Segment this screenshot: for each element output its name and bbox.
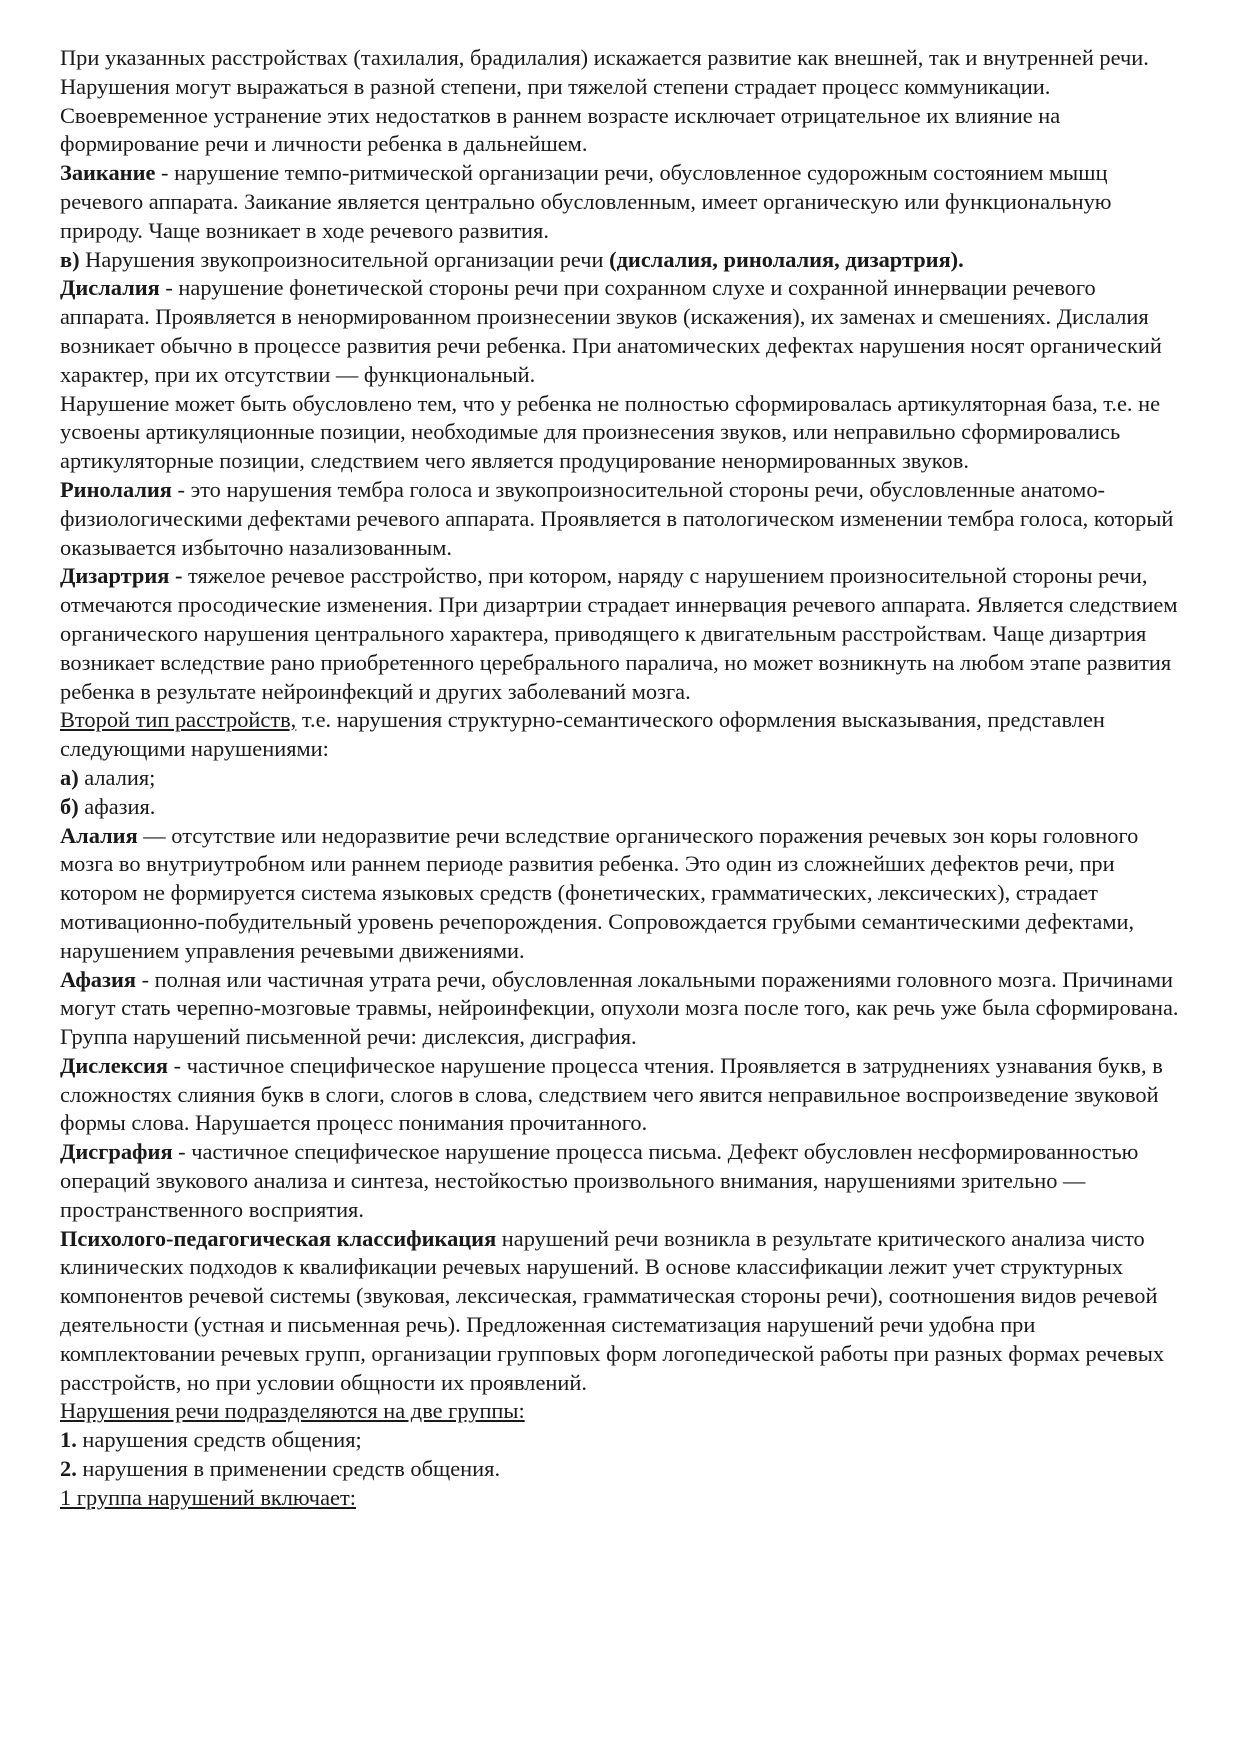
paragraph-group-1 [60, 1484, 1185, 1513]
second-type-text: т.е. нарушения структурно-семантического оформления высказывания, представлен следующими нарушениями: [60, 707, 1105, 762]
list-marker-a: а) [60, 764, 79, 790]
underlined-two-groups: Нарушения речи подразделяются на две группы: [60, 1398, 525, 1424]
list-marker-1: 1. [60, 1427, 77, 1453]
term-zaikanie: Заикание [60, 160, 156, 186]
underlined-group-1: 1 группа нарушений включает: [60, 1484, 356, 1510]
definition-dislalia: - нарушение фонетической стороны речи при сохранном слухе и сохранной иннервации речевого аппарата. Проявляется в ненормированном произнесении звуков (искажения), их заменах и смешениях. Дислалия возникает обычно в процессе развития речи ребенка. При анатомических дефектах нарушения носят органический характер, при их отсутствии — функциональный. [60, 275, 1162, 387]
paragraph-second-type [60, 706, 1185, 764]
list-item-b [60, 793, 1185, 822]
paragraph-afazia [60, 966, 1185, 1024]
paragraph-psych-classification [60, 1225, 1185, 1398]
list-item-a-text: алалия; [78, 764, 156, 790]
term-alalia: Алалия [60, 822, 138, 848]
paragraph-dislalia [60, 274, 1185, 389]
paragraph-disgrafia [60, 1138, 1185, 1224]
paragraph-two-groups [60, 1397, 1185, 1426]
definition-alalia: — отсутствие или недоразвитие речи вследствие органического поражения речевых зон коры головного мозга во внутриутробном или раннем периоде развития ребенка. Это один из сложнейших дефектов речи, при котором не формируется система языковых средств (фонетических, грамматических, лексических), страдает мотивационно-побудительный уровень речепорождения. Сопровождается грубыми семантическими дефектами, нарушением управления речевыми движениями. [60, 822, 1139, 963]
term-disgrafia: Дисграфия [60, 1139, 173, 1165]
list-item-b-text: афазия. [78, 793, 156, 819]
list-item-2 [60, 1455, 1185, 1484]
term-psych-classification: Психолого-педагогическая классификация [60, 1225, 497, 1251]
list-item-2-text: нарушения в применении средств общения. [76, 1456, 501, 1482]
paragraph-written-speech-group: Группа нарушений письменной речи: дислексия, дисграфия. [60, 1024, 637, 1050]
paragraph-alalia [60, 822, 1185, 966]
definition-disleksia: - частичное специфическое нарушение процесса чтения. Проявляется в затруднениях узнавания букв, в сложностях слияния букв в слоги, слогов в слова, следствием чего явится неправильное воспроизведение звуковой формы слова. Нарушается процесс понимания прочитанного. [60, 1052, 1163, 1136]
item-v-text: Нарушения звукопроизносительной организации речи [79, 246, 610, 272]
list-marker-b: б) [60, 793, 79, 819]
list-marker-2: 2. [60, 1456, 77, 1482]
document-page [60, 44, 1185, 1513]
term-dizartria: Дизартрия - [60, 563, 183, 589]
term-dislalia: Дислалия [60, 275, 160, 301]
underlined-second-type: Второй тип расстройств, [60, 707, 297, 733]
paragraph-tempo-disorders: При указанных расстройствах (тахилалия, брадилалия) искажается развитие как внешней, так и внутренней речи. Нарушения могут выражаться в разной степени, при тяжелой степени страдает процесс коммуникации. Своевременное устранение этих недостатков в раннем возрасте исключает отрицательное их влияние на формирование речи и личности ребенка в дальнейшем. [60, 45, 1149, 157]
list-marker-v: в) [60, 246, 80, 272]
definition-psych-classification: нарушений речи возникла в результате критического анализа чисто клинических подходов к квалификации речевых нарушений. В основе классификации лежит учет структурных компонентов речевой системы (звуковая, лексическая, грамматическая стороны речи), соотношения видов речевой деятельности (устная и письменная речь). Предложенная систематизация нарушений речи удобна при комплектовании речевых групп, организации групповых форм логопедической работы при разных формах речевых расстройств, но при условии общности их проявлений. [60, 1225, 1165, 1395]
definition-rinolalia: - это нарушения тембра голоса и звукопроизносительной стороны речи, обусловленные анатомо-физиологическими дефектами речевого аппарата. Проявляется в патологическом изменении тембра голоса, который оказывается избыточно назализованным. [60, 476, 1174, 560]
definition-disgrafia: - частичное специфическое нарушение процесса письма. Дефект обусловлен несформированностью операций звукового анализа и синтеза, нестойкостью произвольного внимания, нарушениями зрительно — пространственного восприятия. [60, 1139, 1139, 1222]
paragraph-rinolalia [60, 476, 1185, 562]
item-v-bold-list: (дислалия, ринолалия, дизартрия). [609, 246, 964, 272]
list-item-1-text: нарушения средств общения; [76, 1427, 362, 1453]
definition-zaikanie: - нарушение темпо-ритмической организации речи, обусловленное судорожным состоянием мышц речевого аппарата. Заикание является центрально обусловленным, имеет органическую или функциональную природу. Чаще возникает в ходе речевого развития. [60, 160, 1112, 243]
list-item-a [60, 764, 1185, 793]
paragraph-zaikanie [60, 159, 1185, 245]
definition-afazia: - полная или частичная утрата речи, обусловленная локальными поражениями головного мозга. Причинами могут стать черепно-мозговые травмы, нейроинфекции, опухоли мозга после того, как речь уже была сформирована. [60, 966, 1179, 1021]
paragraph-disleksia [60, 1052, 1185, 1138]
term-disleksia: Дислексия [60, 1052, 169, 1078]
list-item-1 [60, 1426, 1185, 1455]
paragraph-item-v [60, 246, 1185, 275]
paragraph-dizartria [60, 562, 1185, 706]
definition-dizartria: тяжелое речевое расстройство, при котором, наряду с нарушением произносительной стороны речи, отмечаются просодические изменения. При дизартрии страдает иннервация речевого аппарата. Является следствием органического нарушения центрального характера, приводящего к двигательным расстройствам. Чаще дизартрия возникает вследствие рано приобретенного церебрального паралича, но может возникнуть на любом этапе развития ребенка в результате нейроинфекций и других заболеваний мозга. [60, 563, 1178, 704]
term-rinolalia: Ринолалия [60, 476, 172, 502]
term-afazia: Афазия [60, 966, 137, 992]
paragraph-articulatory-base: Нарушение может быть обусловлено тем, что у ребенка не полностью сформировалась артикуляторная база, т.е. не усвоены артикуляционные позиции, необходимые для произнесения звуков, или неправильно сформировались артикуляторные позиции, следствием чего является продуцирование ненормированных звуков. [60, 390, 1161, 474]
